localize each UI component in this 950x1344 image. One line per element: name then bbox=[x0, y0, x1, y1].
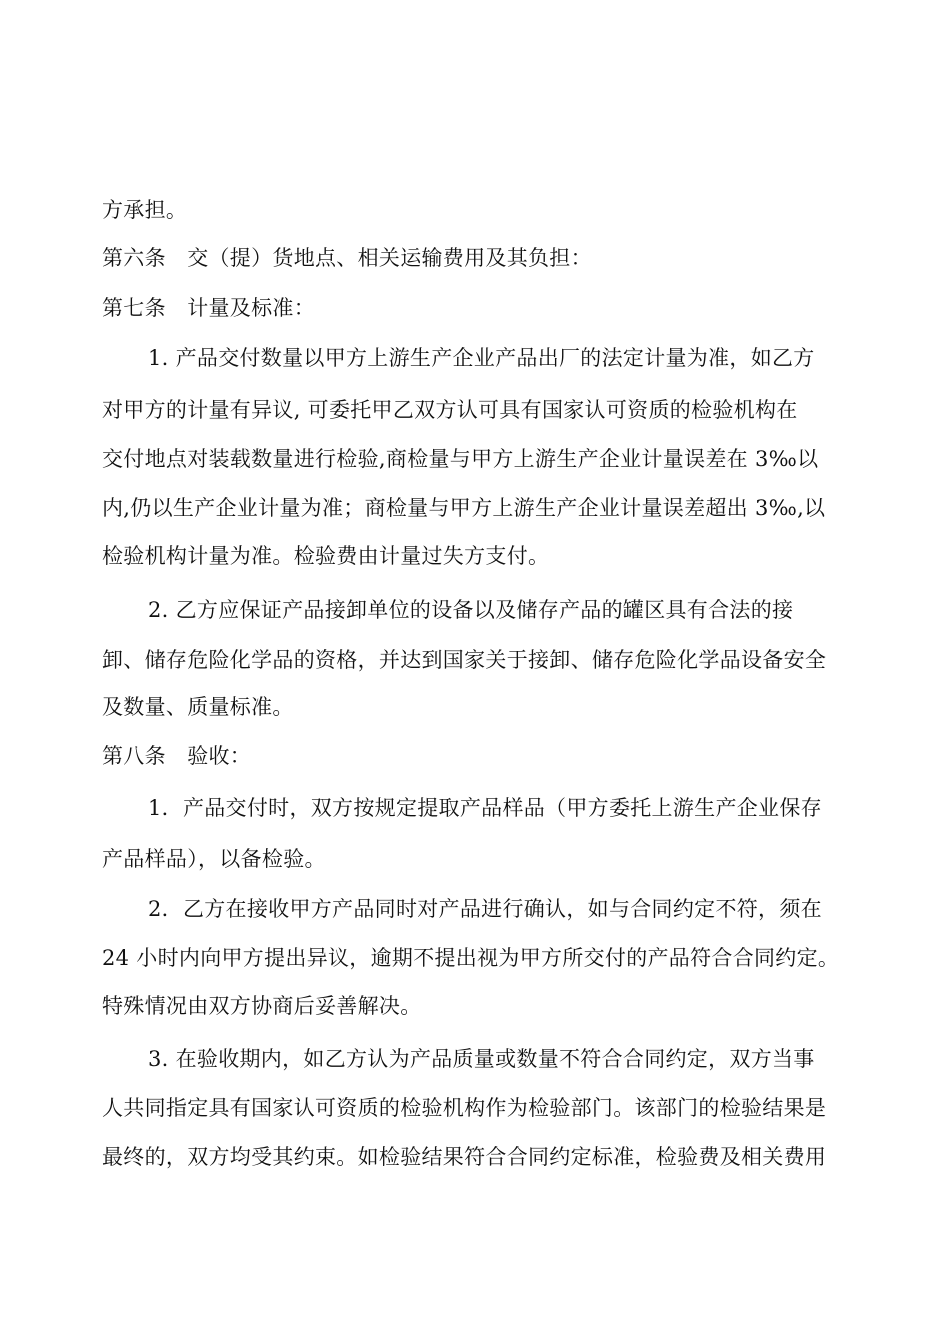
paragraph-line: 1. 产品交付数量以甲方上游生产企业产品出厂的法定计量为准，如乙方 bbox=[148, 346, 815, 370]
paragraph-line: 及数量、质量标准。 bbox=[102, 695, 294, 719]
paragraph-line: 产品样品），以备检验。 bbox=[102, 847, 326, 871]
article-heading: 第七条 计量及标准： bbox=[102, 296, 315, 320]
paragraph-line: 对甲方的计量有异议, 可委托甲乙双方认可具有国家认可资质的检验机构在 bbox=[102, 398, 798, 422]
paragraph-line: 特殊情况由双方协商后妥善解决。 bbox=[102, 994, 422, 1018]
paragraph-line: 卸、储存危险化学品的资格，并达到国家关于接卸、储存危险化学品设备安全 bbox=[102, 648, 827, 672]
paragraph-line: 检验机构计量为准。检验费由计量过失方支付。 bbox=[102, 544, 550, 568]
paragraph-line: 2. 乙方应保证产品接卸单位的设备以及储存产品的罐区具有合法的接 bbox=[148, 598, 794, 622]
paragraph-line: 交付地点对装载数量进行检验,商检量与甲方上游生产企业计量误差在 3‰以 bbox=[102, 447, 819, 471]
paragraph-line: 3. 在验收期内，如乙方认为产品质量或数量不符合合同约定，双方当事 bbox=[148, 1047, 815, 1071]
paragraph-line: 内,仍以生产企业计量为准；商检量与甲方上游生产企业计量误差超出 3‰,以 bbox=[102, 496, 826, 520]
paragraph-line: 24 小时内向甲方提出异议，逾期不提出视为甲方所交付的产品符合合同约定。 bbox=[102, 946, 840, 970]
paragraph-line: 最终的，双方均受其约束。如检验结果符合合同约定标准，检验费及相关费用 bbox=[102, 1145, 827, 1169]
paragraph-line: 方承担。 bbox=[102, 198, 188, 222]
paragraph-line: 1．产品交付时，双方按规定提取产品样品（甲方委托上游生产企业保存 bbox=[148, 796, 822, 820]
article-heading: 第六条 交（提）货地点、相关运输费用及其负担： bbox=[102, 246, 592, 270]
paragraph-line: 2．乙方在接收甲方产品同时对产品进行确认，如与合同约定不符，须在 bbox=[148, 897, 822, 921]
paragraph-line: 人共同指定具有国家认可资质的检验机构作为检验部门。该部门的检验结果是 bbox=[102, 1096, 827, 1120]
article-heading: 第八条 验收： bbox=[102, 744, 252, 768]
